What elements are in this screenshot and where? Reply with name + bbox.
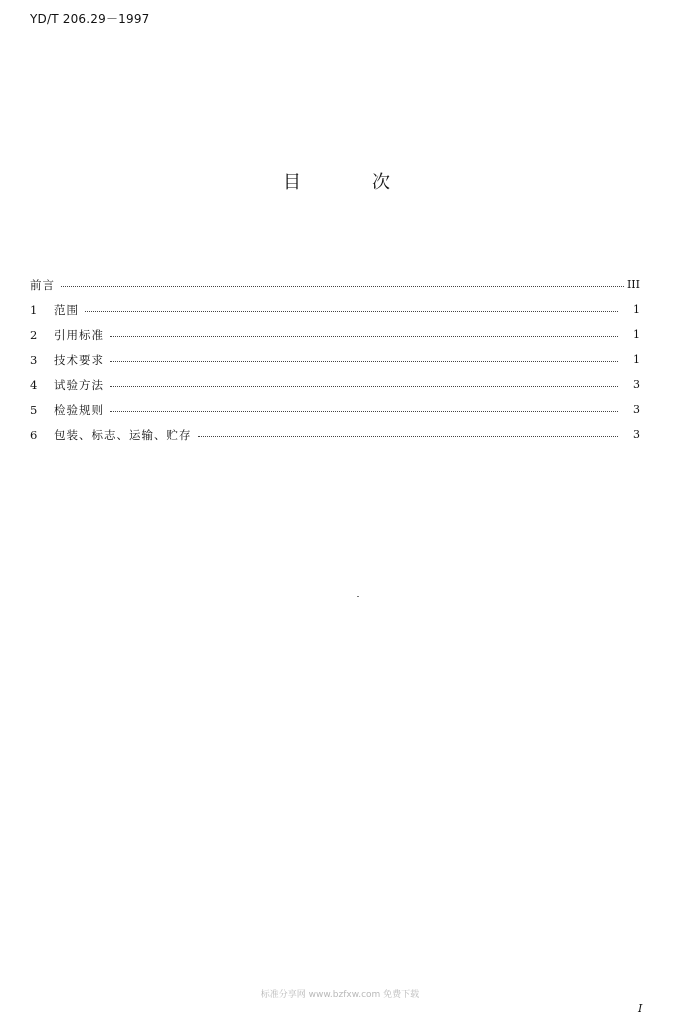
toc-entry-4[interactable]: [30, 372, 640, 397]
toc-entry-preface[interactable]: [30, 272, 640, 297]
toc-entry-title: 技术要求: [54, 352, 104, 367]
toc-entry-3[interactable]: [30, 347, 640, 372]
toc-entry-page: 1: [633, 328, 640, 341]
toc-leader-dots: [110, 386, 618, 387]
toc-entry-title: 范围: [54, 302, 79, 317]
toc-heading-part-1: 目: [283, 172, 301, 193]
table-of-contents: [30, 272, 640, 447]
toc-heading: [0, 168, 680, 192]
toc-entry-page: III: [626, 278, 640, 291]
toc-entry-title: 检验规则: [54, 402, 104, 417]
toc-entry-page: 1: [633, 353, 640, 366]
toc-entry-number: 2: [30, 327, 38, 342]
toc-entry-page: 3: [633, 378, 640, 391]
toc-leader-dots: [61, 286, 624, 287]
toc-leader-dots: [110, 411, 618, 412]
toc-leader-dots: [110, 336, 618, 337]
toc-entry-page: 3: [633, 428, 640, 441]
stray-mark: [357, 596, 359, 597]
toc-entry-6[interactable]: [30, 422, 640, 447]
toc-entry-page: 3: [633, 403, 640, 416]
toc-entry-page: 1: [633, 303, 640, 316]
toc-entry-title: 引用标准: [54, 327, 104, 342]
toc-leader-dots: [198, 436, 619, 437]
toc-entry-title: 试验方法: [54, 377, 104, 392]
toc-entry-number: 3: [30, 352, 38, 367]
toc-entry-2[interactable]: [30, 322, 640, 347]
toc-heading-part-2: 次: [372, 172, 390, 193]
toc-entry-title: 包装、标志、运输、贮存: [54, 427, 192, 442]
toc-leader-dots: [85, 311, 618, 312]
watermark: 标准分享网 www.bzfxw.com 免费下载: [260, 990, 420, 1000]
toc-entry-number: 6: [30, 427, 38, 442]
toc-entry-number: 1: [30, 302, 38, 317]
page-number: I: [638, 1002, 643, 1015]
toc-leader-dots: [110, 361, 618, 362]
toc-entry-number: 5: [30, 402, 38, 417]
toc-entry-number: 4: [30, 377, 38, 392]
toc-entry-1[interactable]: [30, 297, 640, 322]
toc-entry-title: 前言: [30, 277, 55, 292]
toc-entry-5[interactable]: [30, 397, 640, 422]
document-code: YD/T 206.29－1997: [30, 12, 150, 26]
